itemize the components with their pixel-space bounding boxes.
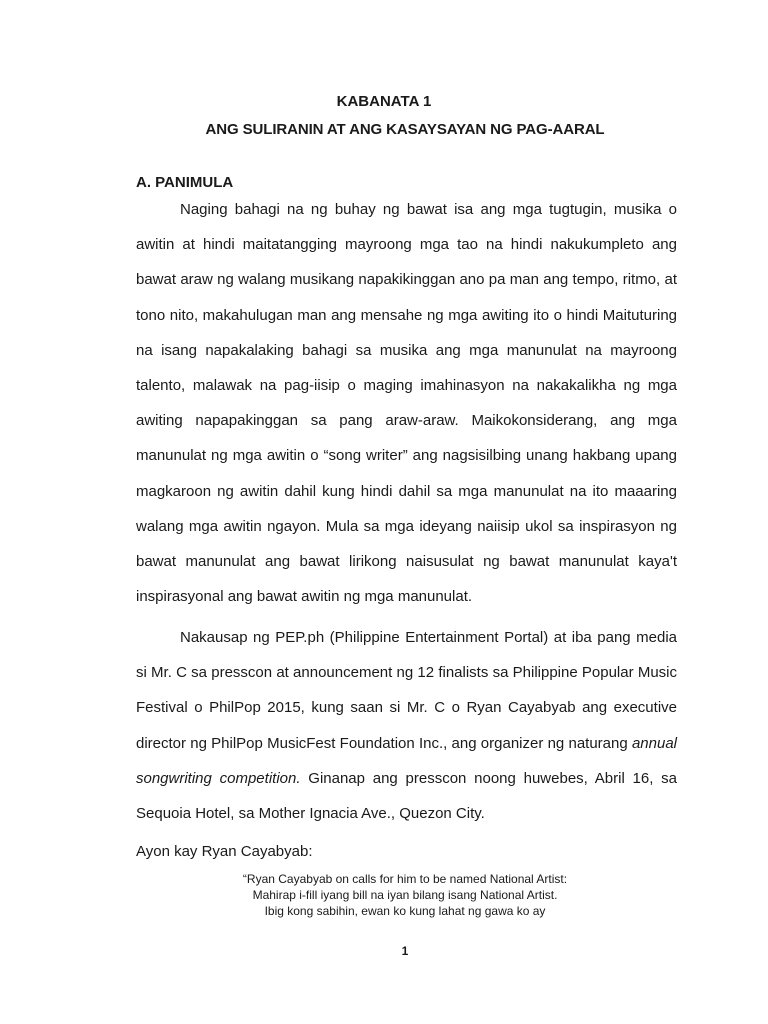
paragraph-2 (136, 620, 677, 831)
section-heading: A. PANIMULA (136, 174, 234, 191)
quote-intro: Ayon kay Ryan Cayabyab: (136, 843, 313, 860)
block-quote (200, 871, 610, 919)
chapter-heading: KABANATA 1 (336, 93, 432, 110)
quote-line-1: “Ryan Cayabyab on calls for him to be named National Artist: (242, 872, 568, 886)
chapter-title: ANG SULIRANIN AT ANG KASAYSAYAN NG PAG-AARAL (205, 121, 605, 138)
quote-line-3: Ibig kong sabihin, ewan ko kung lahat ng gawa ko ay (264, 904, 546, 918)
paragraph-2-text-end: Ginanap ang presscon noong huwebes, Abril 16, sa Sequoia Hotel, sa Mother Ignacia Ave., Quezon City. (136, 769, 677, 823)
paragraph-2-text-start: Nakausap ng PEP.ph (Philippine Entertainment Portal) at iba pang media si Mr. C sa presscon at announcement ng 12 finalists sa Philippine Popular Music Festival o PhilPop 2015, kung saan si Mr. C o Ryan Cayabyab ang executive director ng PhilPop MusicFest Foundation Inc., ang organizer ng naturang (136, 629, 677, 752)
paragraph-1: Naging bahagi na ng buhay ng bawat isa ang mga tugtugin, musika o awitin at hindi maitatangging mayroong mga tao na hindi nakukumpleto ang bawat araw ng walang musikang napakikinggan ano pa man ang tempo, ritmo, at tono nito, makahulugan man ang mensahe ng mga awiting ito o hindi Maituturing na isang napakalaking bahagi sa musika ang mga manunulat na mayroong talento, malawak na pag-iisip o maging imahinasyon na nakakalikha ng mga awiting napapakinggan sa pang araw-araw. Maikokonsiderang, ang mga manunulat ng mga awitin o “song writer” ang nagsisilbing unang hakbang upang magkaroon ng awitin dahil kung hindi dahil sa mga manunulat na ito maaaring walang mga awitin ngayon. Mula sa mga ideyang naiisip ukol sa inspirasyon ng bawat manunulat ang bawat lirikong naisusulat ng bawat manunulat kaya't inspirasyonal ang bawat awitin ng mga manunulat. (136, 201, 677, 606)
page-number: 1 (401, 944, 409, 958)
quote-line-2: Mahirap i-fill iyang bill na iyan bilang isang National Artist. (252, 888, 558, 902)
paragraph-2-italic-text: annual songwriting competition. (136, 734, 677, 787)
